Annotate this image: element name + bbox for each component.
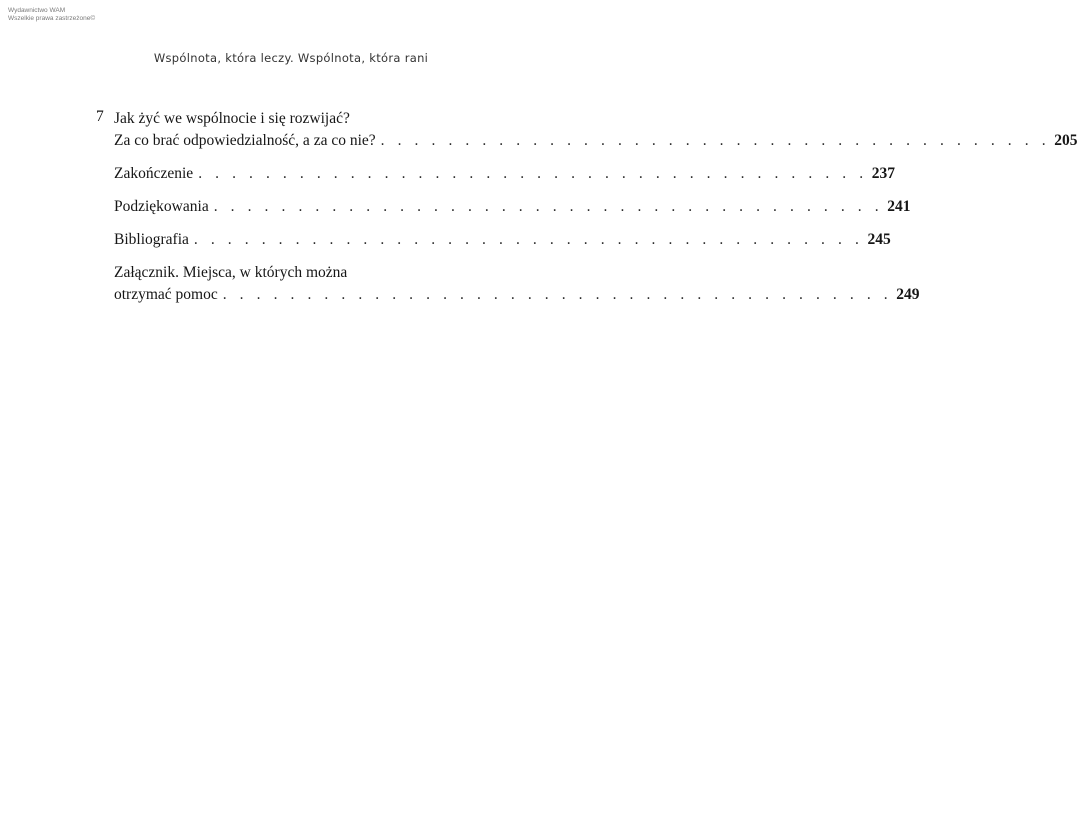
toc-chapter-number: 7 [96, 108, 104, 125]
toc-page-number: 205 [1054, 132, 1077, 149]
publisher-watermark [8, 7, 95, 23]
watermark-copyright: Wszelkie prawa zastrzeżone© [8, 15, 96, 22]
toc-page-number: 245 [867, 231, 891, 248]
watermark-publisher: Wydawnictwo WAM [8, 7, 66, 14]
toc-entry-title-line: Załącznik. Miejsca, w których można [114, 264, 348, 281]
toc-page-number: 249 [896, 286, 920, 303]
toc-entry-bibliografia[interactable] [96, 229, 891, 251]
toc-entry-title-line: otrzymać pomoc [114, 286, 218, 303]
toc-page-number: 237 [871, 165, 895, 182]
toc-dot-leader: . . . . . . . . . . . . . . . . . . . . . . . . . . . . . . . . . . . . . . . . [380, 132, 1051, 149]
toc-entry-zakonczenie[interactable] [96, 163, 895, 185]
table-of-contents [96, 108, 1077, 306]
toc-entry-podziekowania[interactable] [96, 196, 911, 218]
toc-entry-title-line: Zakończenie [114, 165, 194, 182]
toc-entry-title-line: Jak żyć we wspólnocie i się rozwijać? [114, 110, 350, 127]
toc-dot-leader: . . . . . . . . . . . . . . . . . . . . . . . . . . . . . . . . . . . . . . . . [222, 286, 893, 303]
toc-entry-zalacznik[interactable] [96, 262, 920, 306]
toc-dot-leader: . . . . . . . . . . . . . . . . . . . . . . . . . . . . . . . . . . . . . . . . [198, 165, 868, 182]
toc-entry-title-line: Bibliografia [114, 231, 189, 248]
toc-dot-leader: . . . . . . . . . . . . . . . . . . . . . . . . . . . . . . . . . . . . . . . . [193, 231, 864, 248]
toc-page-number: 241 [887, 198, 911, 215]
running-head-title: Wspólnota, która leczy. Wspólnota, która rani [153, 51, 429, 65]
toc-entry-title-line: Podziękowania [114, 198, 209, 215]
toc-entry-chapter-7[interactable] [96, 108, 1077, 152]
toc-dot-leader: . . . . . . . . . . . . . . . . . . . . . . . . . . . . . . . . . . . . . . . . [213, 198, 884, 215]
toc-entry-title-line: Za co brać odpowiedzialność, a za co nie? [114, 132, 376, 149]
